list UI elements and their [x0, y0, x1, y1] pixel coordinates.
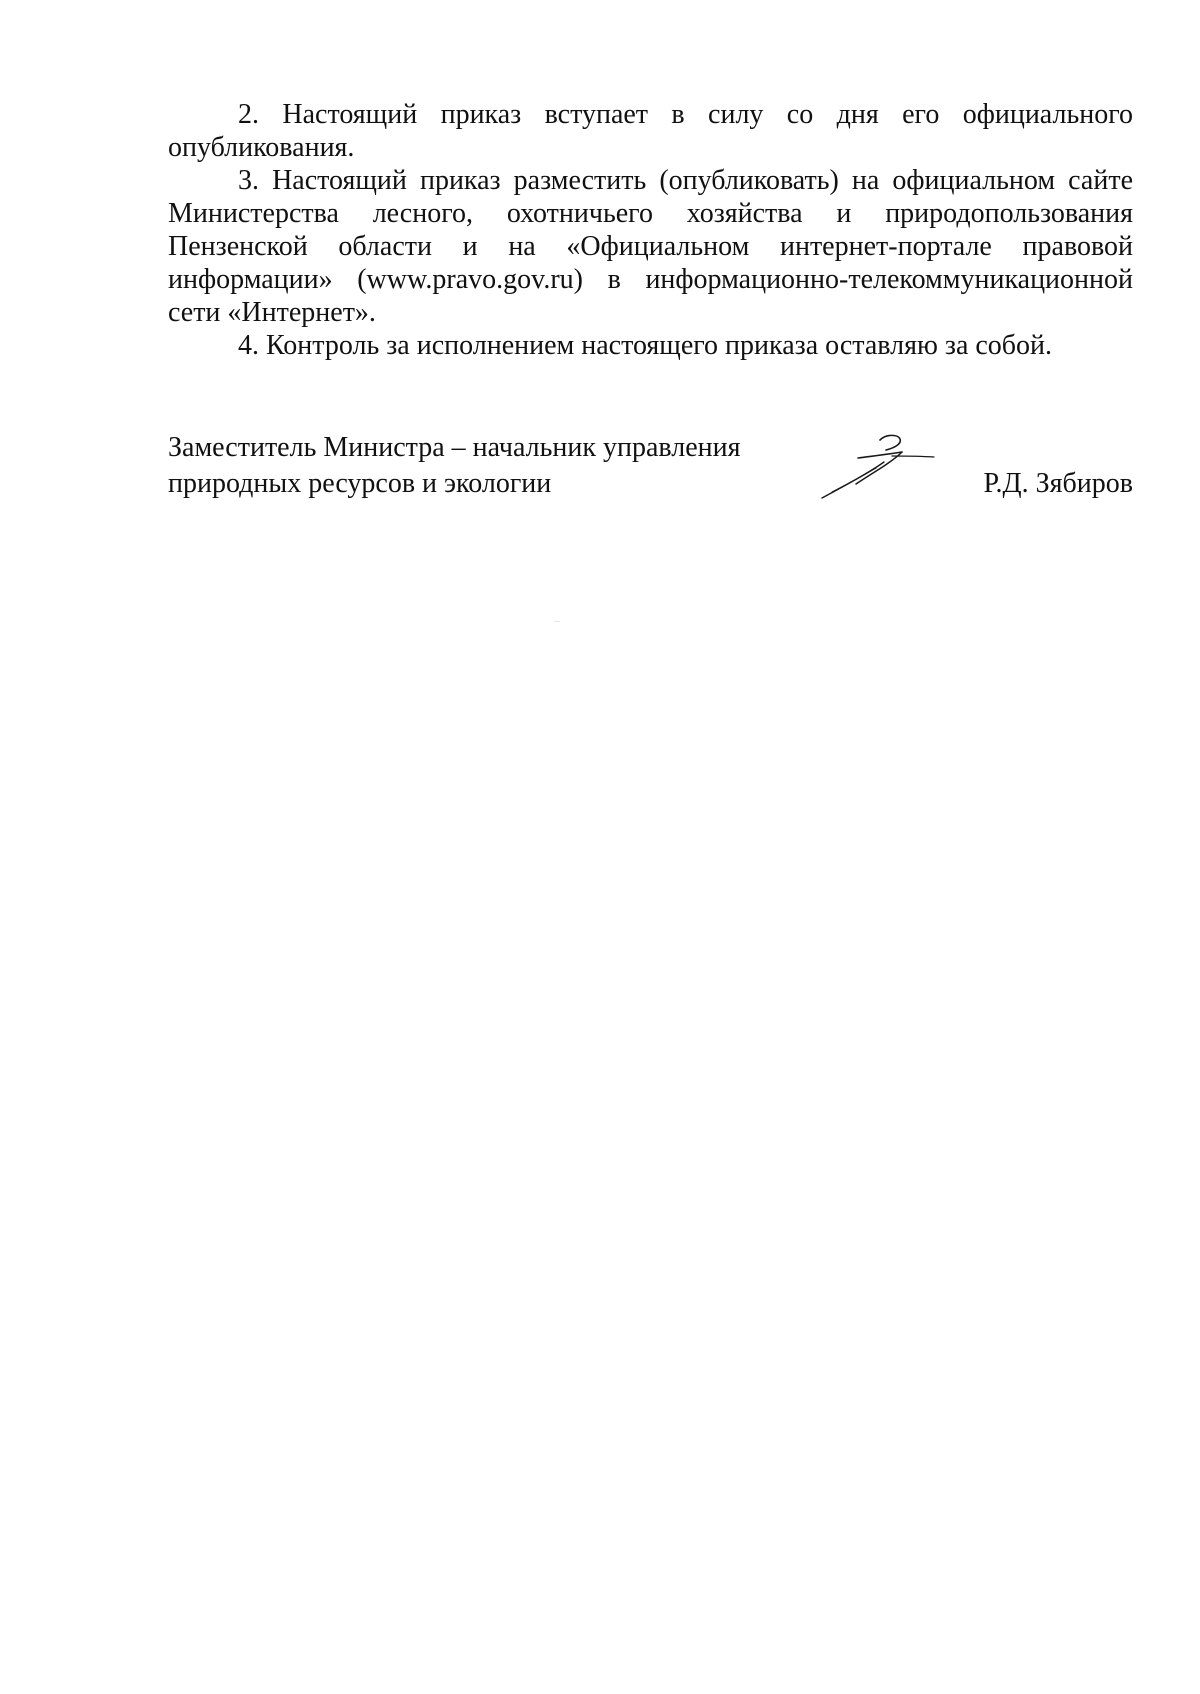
- signer-position-line-1: Заместитель Министра – начальник управления: [168, 432, 741, 463]
- paragraph-4: 4. Контроль за исполнением настоящего приказа оставляю за собой.: [238, 330, 1053, 361]
- paragraph-3: 3. Настоящий приказ разместить (опубликовать) на официальном сайте Министерства лесного, охотничьего хозяйства и природопользования Пензенской области и на «Официальном интернет-портале правовой информации» (www.pravo.gov.ru) в информационно-телекоммуникационной сети «Интернет».: [168, 165, 1133, 328]
- signer-position-line-2: природных ресурсов и экологии: [168, 468, 552, 499]
- scan-speck: [554, 621, 560, 622]
- handwritten-signature-icon: [818, 432, 938, 500]
- order-body: [168, 98, 1133, 362]
- paragraph-2: 2. Настоящий приказ вступает в силу со дня его официального опубликования.: [168, 99, 1133, 163]
- signature-block: [168, 430, 1133, 520]
- signer-name: Р.Д. Зябиров: [983, 468, 1133, 499]
